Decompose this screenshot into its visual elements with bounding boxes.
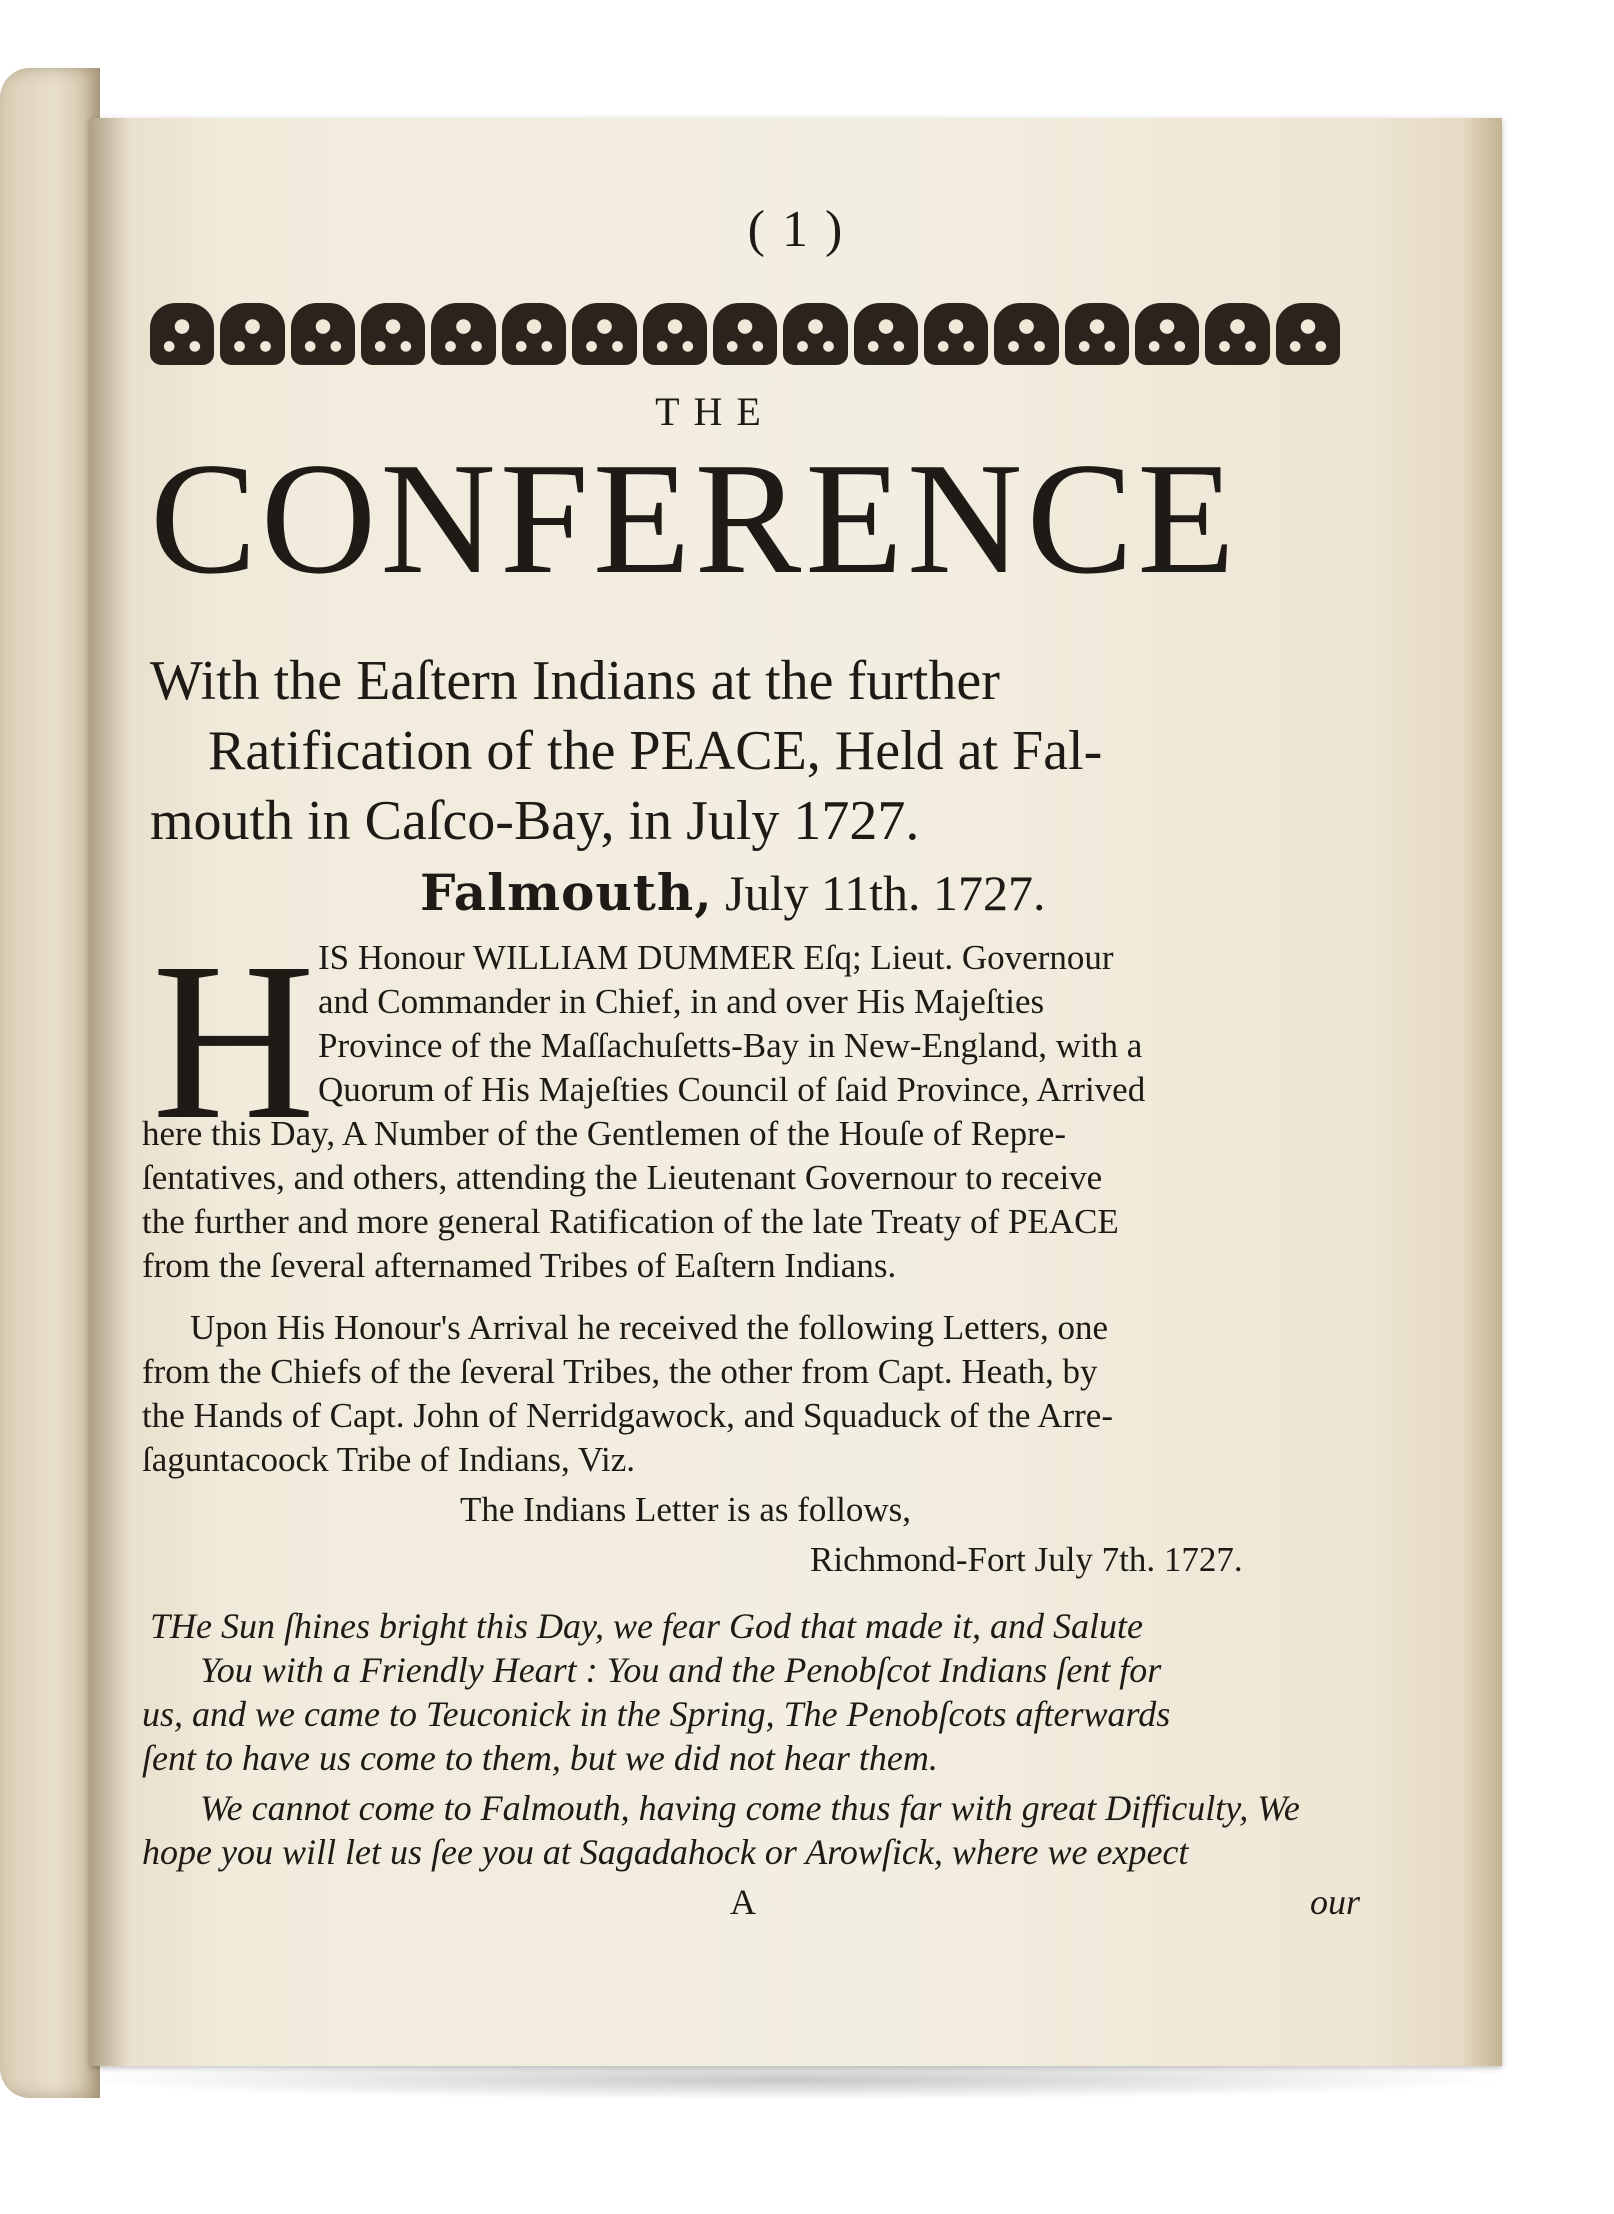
ornament-tulip-icon	[1065, 303, 1129, 365]
document-page	[90, 118, 1502, 2066]
paragraph-line: here this Day, A Number of the Gentlemen of the Houſe of Repre-	[142, 1114, 1066, 1153]
ornament-fleur-icon	[643, 303, 707, 365]
ornament-tulip-icon	[431, 303, 495, 365]
dateline-date: July 11th. 1727.	[712, 865, 1046, 921]
ornament-thistle-icon	[572, 303, 636, 365]
subtitle-line: mouth in Caſco-Bay, in July 1727.	[150, 790, 920, 852]
subtitle-line: With the Eaſtern Indians at the further	[150, 650, 1000, 712]
ornament-flower-icon	[150, 303, 214, 365]
ornament-thistle-icon	[783, 303, 847, 365]
subtitle-line: Ratification of the PEACE, Held at Fal-	[208, 720, 1103, 782]
paragraph-line: ſentatives, and others, attending the Lieutenant Governour to receive	[142, 1158, 1103, 1197]
ornament-flower-icon	[1135, 303, 1199, 365]
letter-line: THe Sun ſhines bright this Day, we fear God that made it, and Salute	[150, 1606, 1143, 1646]
page-shadow	[70, 2060, 1510, 2100]
paragraph-line: Province of the Maſſachuſetts-Bay in New-England, with a	[318, 1026, 1143, 1065]
ornament-tulip-icon	[924, 303, 988, 365]
paragraph-line: ſaguntacoock Tribe of Indians, Viz.	[142, 1440, 636, 1479]
paragraph-line: Upon His Honour's Arrival he received the following Letters, one	[190, 1308, 1109, 1347]
ornament-tulip-icon	[854, 303, 918, 365]
letter-intro: The Indians Letter is as follows,	[460, 1490, 912, 1529]
paragraph-line: and Commander in Chief, in and over His Majeſties	[318, 982, 1045, 1021]
paragraph-line: the Hands of Capt. John of Nerridgawock, and Squaduck of the Arre-	[142, 1396, 1113, 1435]
dateline-place: Falmouth,	[420, 863, 713, 922]
signature-mark: A	[730, 1882, 756, 1922]
letter-dateline: Richmond-Fort July 7th. 1727.	[810, 1540, 1243, 1579]
letter-line: You with a Friendly Heart : You and the Penobſcot Indians ſent for	[200, 1650, 1162, 1690]
letter-line: We cannot come to Falmouth, having come thus far with great Difficulty, We	[200, 1788, 1300, 1828]
drop-cap: H	[152, 916, 316, 1166]
paragraph-line: IS Honour WILLIAM DUMMER Eſq; Lieut. Governour	[318, 938, 1114, 977]
letter-line: us, and we came to Teuconick in the Spring, The Penobſcots afterwards	[142, 1694, 1171, 1734]
letter-line: ſent to have us come to them, but we did not hear them.	[142, 1738, 938, 1778]
paragraph-line: from the ſeveral afternamed Tribes of Eaſtern Indians.	[142, 1246, 897, 1285]
left-page-edge	[0, 68, 100, 2098]
dateline	[420, 863, 1046, 922]
paragraph-line: from the Chiefs of the ſeveral Tribes, the other from Capt. Heath, by	[142, 1352, 1098, 1391]
ornament-tulip-icon	[361, 303, 425, 365]
page-number: ( 1 )	[747, 201, 845, 258]
ornament-flower-icon	[1205, 303, 1269, 365]
paragraph-line: the further and more general Ratification of the late Treaty of PEACE	[142, 1202, 1119, 1241]
ornament-fleur-icon	[291, 303, 355, 365]
ornament-tulip-icon	[994, 303, 1058, 365]
catchword: our	[1310, 1882, 1361, 1922]
ornamental-border	[150, 296, 1340, 372]
ornament-flower-icon	[220, 303, 284, 365]
letter-line: hope you will let us ſee you at Sagadahock or Arowſick, where we expect	[142, 1832, 1189, 1872]
title-prefix: THE	[655, 389, 775, 434]
ornament-tulip-icon	[502, 303, 566, 365]
ornament-flower-icon	[713, 303, 777, 365]
ornament-flower-icon	[1276, 303, 1340, 365]
paragraph-line: Quorum of His Majeſties Council of ſaid Province, Arrived	[318, 1070, 1146, 1109]
page-title: CONFERENCE	[150, 429, 1239, 607]
